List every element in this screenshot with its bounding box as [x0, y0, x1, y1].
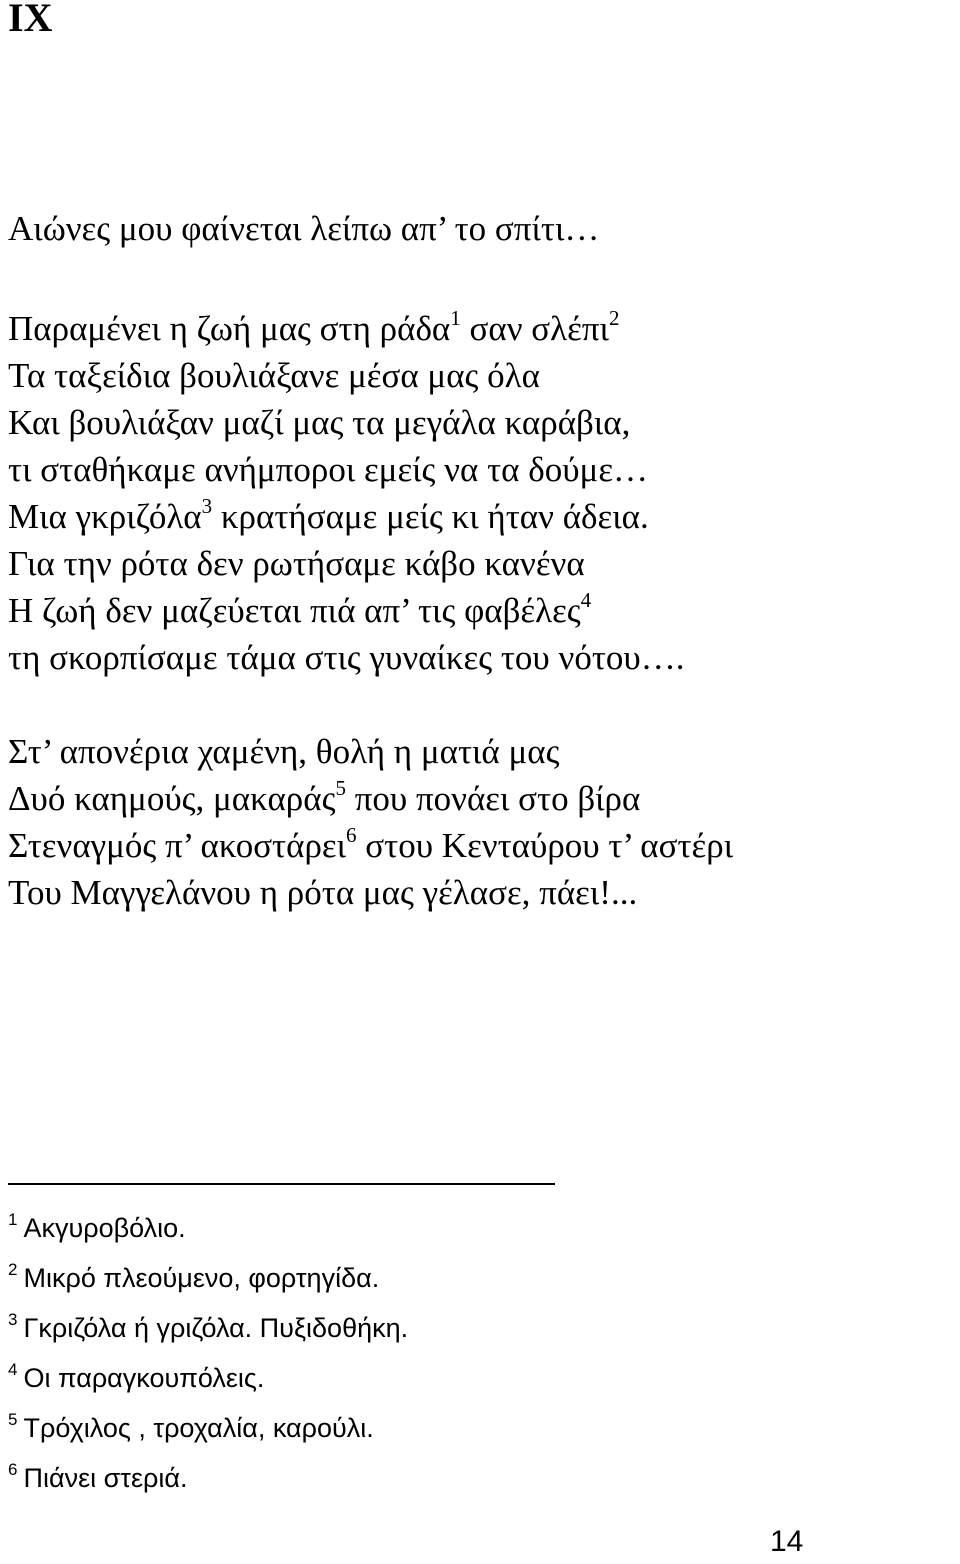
chapter-title: IX [8, 0, 53, 40]
poem-line: τι σταθήκαμε ανήμποροι εμείς να τα δούμε… [8, 450, 649, 489]
stanza-2 [8, 728, 958, 916]
footnote-number: 4 [8, 1360, 18, 1379]
poem-line-text: Παραμένει η ζωή μας στη ράδα [8, 309, 451, 348]
poem-line: Στ’ απονέρια χαμένη, θολή η ματιά μας [8, 732, 560, 771]
poem-line-text: Δυό καημούς, μακαράς [8, 779, 336, 818]
stanza-break [8, 681, 958, 728]
footnote-3 [8, 1303, 908, 1353]
poem-line-text: που πονάει στο βίρα [345, 779, 641, 818]
poem-line: Του Μαγγελάνου η ρότα μας γέλασε, πάει!... [8, 873, 638, 912]
footnote-number: 6 [8, 1460, 18, 1479]
poem-line [8, 493, 958, 540]
footnote-2 [8, 1253, 908, 1303]
footnote-ref: 1 [450, 306, 461, 331]
footnote-text: Τρόχιλος , τροχαλία, καρούλι. [23, 1413, 374, 1443]
footnote-5 [8, 1403, 908, 1453]
footnote-number: 5 [8, 1410, 18, 1429]
poem-line-text: σαν σλέπι [460, 309, 609, 348]
footnote-ref: 4 [580, 588, 592, 613]
footnote-number: 2 [8, 1260, 18, 1279]
footnote-ref: 6 [346, 823, 357, 848]
poem-body [8, 205, 958, 916]
footnote-6 [8, 1453, 908, 1503]
footnote-text: Οι παραγκουπόλεις. [23, 1363, 265, 1393]
poem-line: Για την ρότα δεν ρωτήσαμε κάβο κανένα [8, 544, 585, 583]
poem-opening-line: Αιώνες μου φαίνεται λείπω απ’ το σπίτι… [8, 209, 600, 248]
footnote-ref: 5 [335, 776, 346, 801]
poem-line-text: Στεναγμός π’ ακοστάρει [8, 826, 347, 865]
footnote-text: Πιάνει στεριά. [23, 1463, 188, 1493]
footnote-text: Γκριζόλα ή γριζόλα. Πυξιδοθήκη. [23, 1313, 409, 1343]
footnote-ref: 3 [201, 494, 213, 519]
poem-line [8, 775, 958, 822]
poem-line [8, 822, 958, 869]
poem-line-text: Η ζωή δεν μαζεύεται πιά απ’ τις φαβέλες [8, 591, 581, 630]
poem-line: Τα ταξείδια βουλιάξανε μέσα μας όλα [8, 356, 540, 395]
poem-line-text: στου Κενταύρου τ’ αστέρι [356, 826, 734, 865]
footnote-4 [8, 1353, 908, 1403]
poem-line: τη σκορπίσαμε τάμα στις γυναίκες του νότου…. [8, 638, 685, 677]
footnote-1 [8, 1203, 908, 1253]
footnote-ref: 2 [608, 306, 620, 331]
footnote-separator [8, 1183, 555, 1185]
poem-line [8, 305, 958, 352]
poem-line: Και βουλιάξαν μαζί μας τα μεγάλα καράβια, [8, 403, 631, 442]
poem-line-text: Μια γκριζόλα [8, 497, 202, 536]
footnote-number: 1 [8, 1210, 18, 1229]
footnote-number: 3 [8, 1310, 18, 1329]
footnote-text: Ακγυροβόλιο. [23, 1213, 186, 1243]
footnotes [8, 1203, 908, 1503]
page-number: 14 [770, 1525, 804, 1558]
stanza-1 [8, 305, 958, 681]
stanza-break [8, 252, 958, 299]
poem-line [8, 587, 958, 634]
poem-line-text: κρατήσαμε μείς κι ήταν άδεια. [212, 497, 649, 536]
footnote-text: Μικρό πλεούμενο, φορτηγίδα. [23, 1263, 380, 1293]
